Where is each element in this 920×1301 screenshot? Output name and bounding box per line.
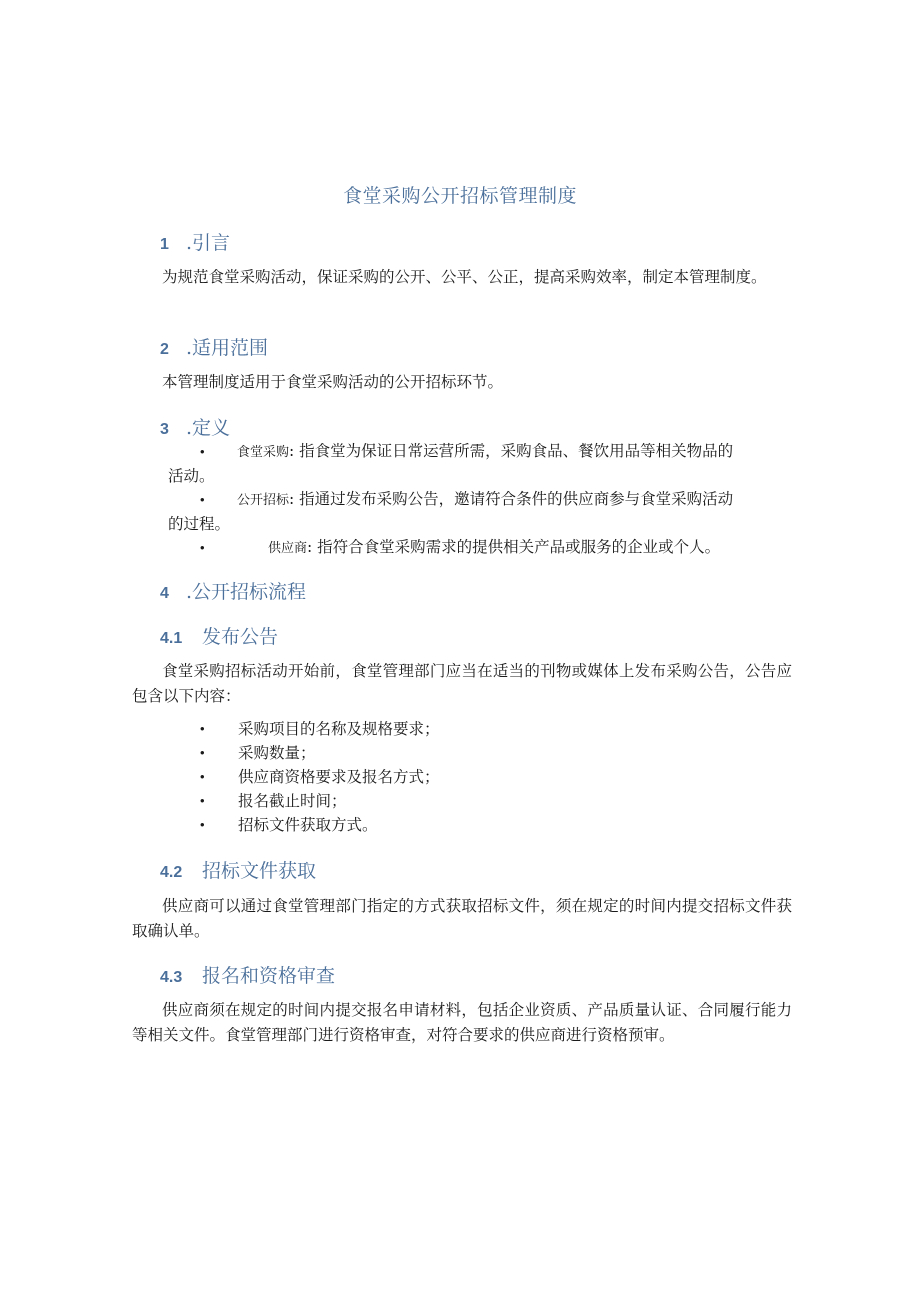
section-number: 4	[160, 585, 169, 602]
section-heading-3	[160, 413, 230, 440]
bullet-icon: •	[200, 721, 205, 736]
section-number: 1	[160, 236, 169, 253]
definition-text: : 指食堂为保证日常运营所需，采购食品、餐饮用品等相关物品的	[289, 442, 734, 460]
subsection-heading-4-1	[160, 622, 278, 649]
section-heading-4	[160, 577, 306, 604]
section-number: 3	[160, 421, 169, 438]
list-item: • 招标文件获取方式。	[196, 813, 440, 837]
announcement-content-list	[196, 717, 440, 837]
definition-text: : 指通过发布采购公告，邀请符合条件的供应商参与食堂采购活动	[289, 490, 734, 508]
definition-item	[168, 535, 792, 560]
definition-continuation: 的过程。	[168, 515, 231, 533]
definition-item	[168, 439, 792, 489]
subsection-heading-4-2	[160, 856, 316, 883]
section-4-3-paragraph: 供应商须在规定的时间内提交报名申请材料，包括企业资质、产品质量认证、合同履行能力等相关文件。食堂管理部门进行资格审查，对符合要求的供应商进行资格预审。	[132, 1001, 792, 1044]
section-number: 4.1	[160, 630, 183, 647]
section-title: 报名和资格审查	[202, 965, 336, 987]
definition-term: 食堂采购	[237, 444, 290, 459]
section-4-1-paragraph: 食堂采购招标活动开始前，食堂管理部门应当在适当的刊物或媒体上发布采购公告，公告应包含以下内容：	[132, 662, 792, 705]
bullet-icon: •	[200, 745, 205, 760]
definition-term: 供应商	[268, 540, 308, 555]
section-title: .公开招标流程	[186, 581, 307, 603]
bullet-icon: •	[200, 444, 205, 459]
document-title: 食堂采购公开招标管理制度	[342, 185, 577, 207]
section-heading-2	[160, 333, 268, 360]
section-title: 发布公告	[202, 626, 279, 648]
list-item: • 采购项目的名称及规格要求；	[196, 717, 440, 741]
bullet-icon: •	[200, 793, 205, 808]
section-number: 2	[160, 341, 169, 358]
bullet-icon: •	[200, 769, 205, 784]
section-number: 4.2	[160, 864, 183, 881]
section-1-paragraph: 为规范食堂采购活动，保证采购的公开、公平、公正，提高采购效率，制定本管理制度。	[162, 268, 767, 286]
list-item: • 供应商资格要求及报名方式；	[196, 765, 440, 789]
definition-term: 公开招标	[237, 492, 290, 507]
bullet-icon: •	[200, 817, 205, 832]
section-4-2-paragraph: 供应商可以通过食堂管理部门指定的方式获取招标文件，须在规定的时间内提交招标文件获取确认单。	[132, 897, 792, 940]
definition-text: : 指符合食堂采购需求的提供相关产品或服务的企业或个人。	[307, 538, 721, 556]
bullet-icon: •	[200, 492, 205, 507]
list-item: • 采购数量；	[196, 741, 440, 765]
section-2-paragraph: 本管理制度适用于食堂采购活动的公开招标环节。	[162, 373, 504, 391]
bullet-icon: •	[200, 540, 205, 555]
subsection-heading-4-3	[160, 961, 335, 988]
section-title: .引言	[186, 232, 231, 254]
definition-item	[168, 487, 792, 537]
list-item: • 报名截止时间；	[196, 789, 440, 813]
section-title: 招标文件获取	[202, 860, 317, 882]
definition-continuation: 活动。	[168, 467, 215, 485]
section-title: .适用范围	[186, 337, 269, 359]
section-number: 4.3	[160, 969, 183, 986]
section-heading-1	[160, 228, 230, 255]
section-title: .定义	[186, 417, 231, 439]
